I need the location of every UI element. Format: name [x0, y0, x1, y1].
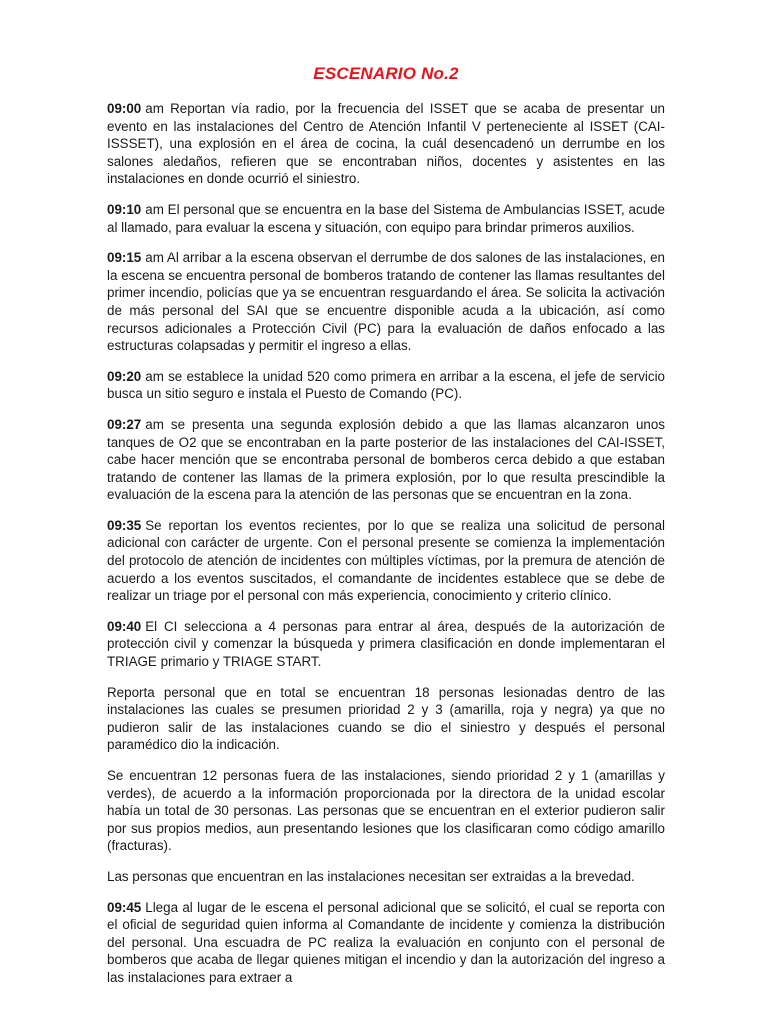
paragraph	[107, 368, 665, 403]
paragraph	[107, 416, 665, 504]
timestamp: 09:10	[107, 201, 142, 217]
paragraph	[107, 684, 665, 754]
paragraph	[107, 767, 665, 855]
document-title: ESCENARIO No.2	[313, 64, 459, 83]
paragraph-text: am El personal que se encuentra en la base del Sistema de Ambulancias ISSET, acude al llamado, para evaluar la escena y situación, con equipo para brindar primeros auxilios.	[107, 201, 665, 235]
timestamp: 09:15	[107, 250, 142, 266]
paragraph	[107, 201, 665, 236]
paragraph-text: El CI selecciona a 4 personas para entrar al área, después de la autorización de protección civil y comenzar la búsqueda y primera clasificación en donde implementaran el TRIAGE primario y TRIAGE START.	[107, 618, 665, 670]
paragraph-text: Se reportan los eventos recientes, por lo que se realiza una solicitud de personal adicional con carácter de urgente. Con el personal presente se comienza la implementación del protocolo de atención de incidentes con múltiples víctimas, por la premura de atención de acuerdo a los eventos suscitados, el comandante de incidentes establece que se debe de realizar un triage por el personal con más experiencia, conocimiento y criterio clínico.	[107, 517, 665, 604]
timestamp: 09:40	[107, 618, 142, 634]
paragraph	[107, 618, 665, 671]
paragraph-text: Llega al lugar de le escena el personal adicional que se solicitó, el cual se reporta con el oficial de seguridad quien informa al Comandante de incidente y comienza la distribución del personal. Una escuadra de PC realiza la evaluación en conjunto con el personal de bomberos que acaba de llegar quienes mitigan el incendio y dan la autorización del ingreso a las instalaciones para extraer a	[107, 899, 665, 985]
paragraph-text: am se presenta una segunda explosión debido a que las llamas alcanzaron unos tanques de O2 que se encontraban en la parte posterior de las instalaciones del CAI-ISSET, cabe hacer mención que se encontraba personal de bomberos cerca debido a que estaban tratando de contener las llamas de la primera explosión, por lo que resulta prescindible la evaluación de la escena para la atención de las personas que se encuentran en la zona.	[107, 416, 665, 503]
paragraph	[107, 868, 665, 886]
paragraph-text: Las personas que encuentran en las instalaciones necesitan ser extraidas a la brevedad.	[107, 868, 635, 884]
timestamp: 09:27	[107, 416, 142, 432]
document-body	[107, 100, 665, 987]
paragraph	[107, 517, 665, 605]
timestamp: 09:45	[107, 899, 142, 915]
paragraph-text: am se establece la unidad 520 como primera en arribar a la escena, el jefe de servicio busca un sitio seguro e instala el Puesto de Comando (PC).	[107, 368, 665, 402]
paragraph-text: am Al arribar a la escena observan el derrumbe de dos salones de las instalaciones, en la escena se encuentra personal de bomberos tratando de contener las llamas resultantes del primer incendio, policías que ya se encuentran resguardando el área. Se solicita la activación de más personal del SAI que se encuentre disponible acuda a la ubicación, así como recursos adicionales a Protección Civil (PC) para la evaluación de daños enfocado a las estructuras colapsadas y permitir el ingreso a ellas.	[107, 250, 665, 354]
timestamp: 09:20	[107, 368, 142, 384]
paragraph-text: Reporta personal que en total se encuentran 18 personas lesionadas dentro de las instalaciones las cuales se presumen prioridad 2 y 3 (amarilla, roja y negra) ya que no pudieron salir de las instalaciones cuando se dio el siniestro y después el personal paramédico dio la indicación.	[107, 684, 665, 753]
timestamp: 09:35	[107, 517, 142, 533]
paragraph-text: am Reportan vía radio, por la frecuencia del ISSET que se acaba de presentar un evento en las instalaciones del Centro de Atención Infantil V perteneciente al ISSET (CAI-ISSSET), una explosión en el área de cocina, la cuál desencadenó un derrumbe en los salones aledaños, refieren que se encontraban niños, docentes y asistentes en las instalaciones en donde ocurrió el siniestro.	[107, 101, 665, 187]
timestamp: 09:00	[107, 101, 142, 116]
paragraph	[107, 249, 665, 355]
paragraph	[107, 899, 665, 987]
paragraph-text: Se encuentran 12 personas fuera de las instalaciones, siendo prioridad 2 y 1 (amarillas y verdes), de acuerdo a la información proporcionada por la directora de la unidad escolar había un total de 30 personas. Las personas que se encuentran en el exterior pudieron salir por sus propios medios, aun presentando lesiones que los clasificaran como código amarillo (fracturas).	[107, 768, 665, 854]
paragraph	[107, 100, 665, 188]
